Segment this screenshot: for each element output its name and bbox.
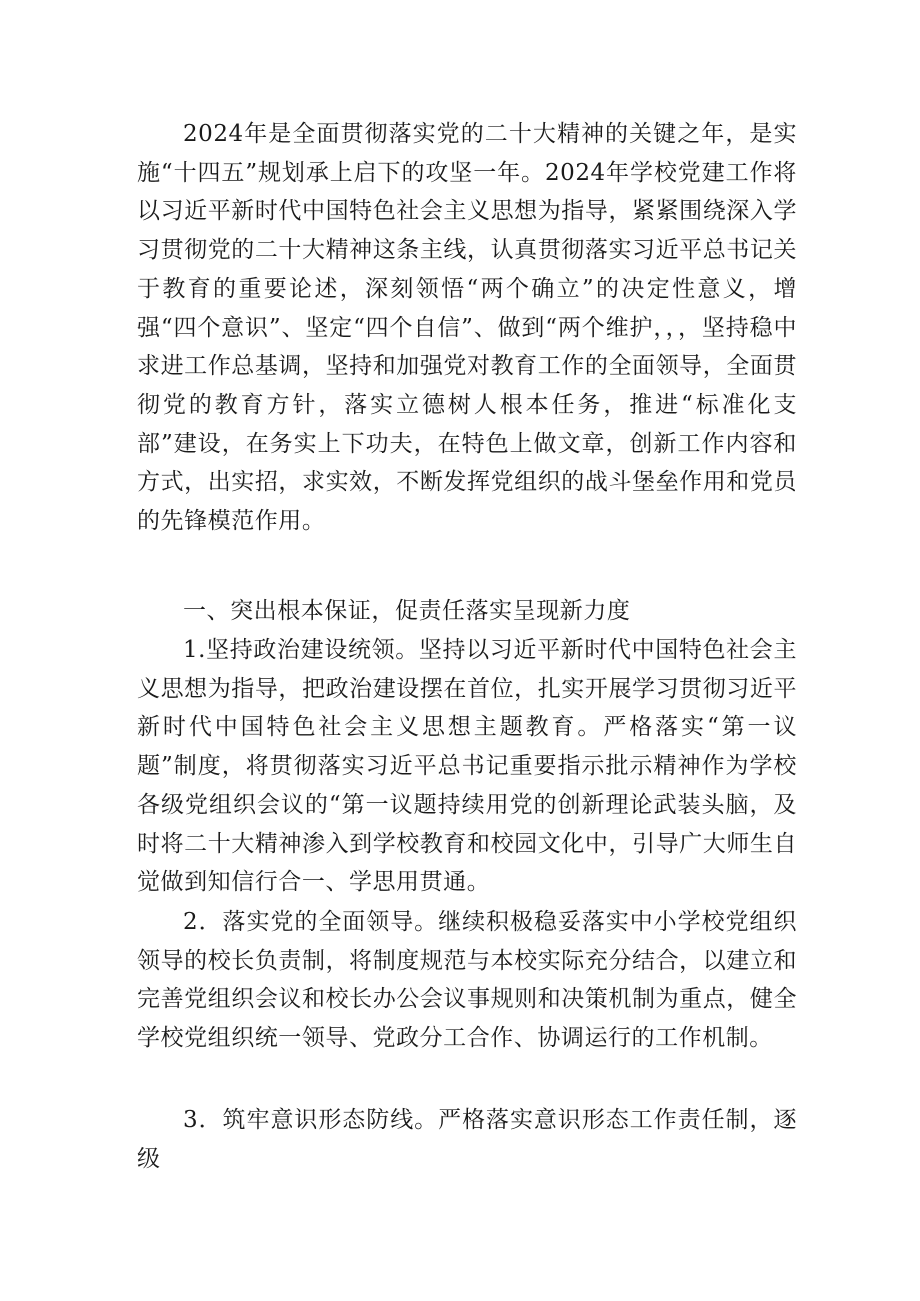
section-heading: 一、突出根本保证，促责任落实呈现新力度 (183, 598, 631, 624)
item-2-paragraph: 2．落实党的全面领导。继续积极稳妥落实中小学校党组织领导的校长负责制，将制度规范与本校实际充分结合，以建立和完善党组织会议和校长办公会议事规则和决策机制为重点，健全学校党组织统一领导、党政分工合作、协调运行的工作机制。 (137, 909, 797, 1052)
item-3-paragraph: 3．筑牢意识形态防线。严格落实意识形态工作责任制，逐级 (137, 1107, 797, 1172)
intro-paragraph: 2024年是全面贯彻落实党的二十大精神的关键之年，是实施“十四五”规划承上启下的攻坚一年。2024年学校党建工作将以习近平新时代中国特色社会主义思想为指导，紧紧围绕深入学习贯彻党的二十大精神这条主线，认真贯彻落实习近平总书记关于教育的重要论述，深刻领悟“两个确立”的决定性意义，增强“四个意识”、坚定“四个自信”、做到“两个维护，，，坚持稳中求进工作总基调，坚持和加强党对教育工作的全面领导，全面贯彻党的教育方针，落实立德树人根本任务，推进“标准化支部”建设，在务实上下功夫，在特色上做文章，创新工作内容和方式，出实招，求实效，不断发挥党组织的战斗堡垒作用和党员的先锋模范作用。 (137, 121, 797, 535)
item-1-paragraph: 1.坚持政治建设统领。坚持以习近平新时代中国特色社会主义思想为指导，把政治建设摆在首位，扎实开展学习贯彻习近平新时代中国特色社会主义思想主题教育。严格落实“第一议题”制度，将贯彻落实习近平总书记重要指示批示精神作为学校各级党组织会议的“第一议题持续用党的创新理论武装头脑，及时将二十大精神渗入到学校教育和校园文化中，引导广大师生自觉做到知信行合一、学思用贯通。 (137, 637, 797, 896)
